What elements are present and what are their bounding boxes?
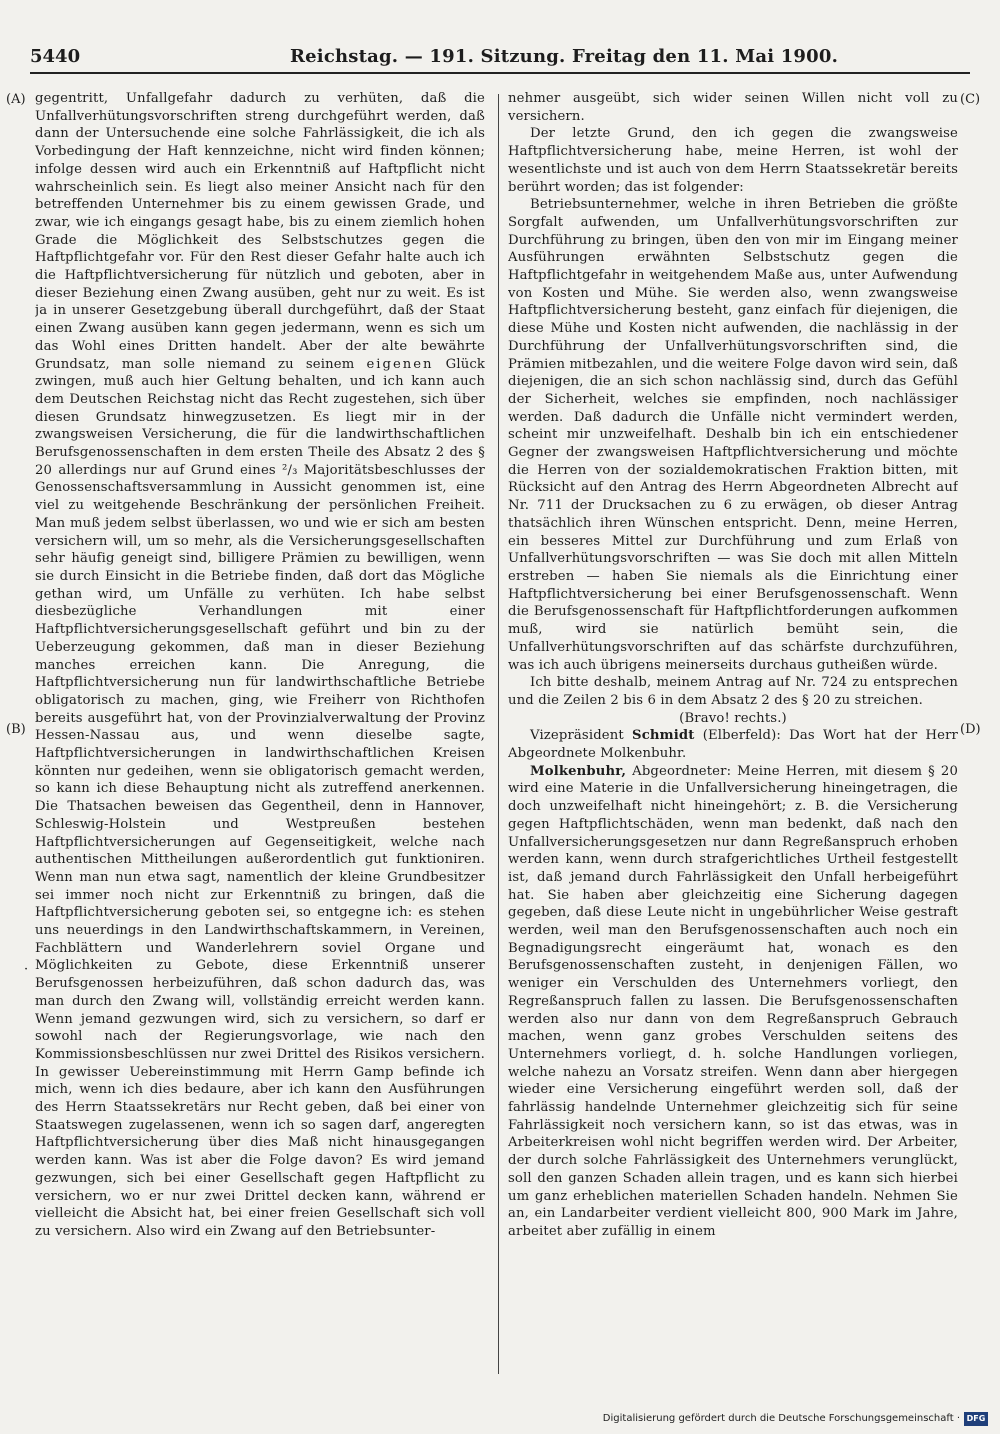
speaker-introduction [508, 727, 958, 762]
left-column [35, 90, 485, 1390]
right-paragraph-1: nehmer ausgeübt, sich wider seinen Willen nicht voll zu versichern. [508, 91, 958, 124]
running-title: Reichstag. — 191. Sitzung. Freitag den 11. Mai 1900. [290, 46, 839, 67]
funding-note: Digitalisierung gefördert durch die Deutsche Forschungsgemeinschaft · [602, 1413, 960, 1424]
margin-marker-b: (B) [6, 722, 26, 737]
page-header [30, 40, 970, 74]
speaker-introduction-text: (Elberfeld): Das Wort hat der Herr Abgeordnete Molkenbuhr. [508, 728, 958, 762]
margin-marker-a: (A) [6, 92, 26, 107]
left-text-part2: Glück zwingen, muß auch hier Geltung behalten, und ich kann auch dem Deutschen Reichstag nicht das Recht zugestehen, sich über diesen Grundsatz hinwegzusetzen. Es liegt mir in der zwangsweisen Versicherung, die für die landwirthschaftlichen Berufsgenossenschaften in dem ersten Theile des Absatz 2 des § 20 allerdings nur auf Grund eines ²/₃ Majoritätsbeschlusses der Genossenschaftsversammlung in Aussicht genommen ist, eine viel zu weitgehende Beschränkung der persönlichen Freiheit. Man muß jedem selbst überlassen, wo und wie er sich am besten versichern will, um so mehr, als die Versicherungsgesellschaften sehr häufig geneigt sind, billigere Prämien zu bewilligen, wenn sie durch Einsicht in die Betriebe finden, daß dort das Mögliche gethan wird, um Unfälle zu verhüten. Ich habe selbst diesbezügliche Verhandlungen mit einer Haftpflichtversicherungsgesellschaft geführt und bin zu der Ueberzeugung gekommen, daß man in dieser Beziehung manches erreichen kann. Die Anregung, die Haftpflichtversicherung nun für landwirthschaftliche Betriebe obligatorisch zu machen, ging, wie Freiherr von Richthofen bereits ausgeführt hat, von der Provinzialverwaltung der Provinz Hessen-Nassau aus, und wenn dieselbe sagte, Haftpflichtversicherungen in landwirthschaftlichen Kreisen könnten nur gedeihen, wenn sie obligatorisch gemacht werden, so kann ich diese Behauptung nicht als zutreffend anerkennen. Die Thatsachen beweisen das Gegentheil, denn in Hannover, Schleswig-Holstein und Westpreußen bestehen Haftpflichtversicherungen auf Gegenseitigkeit, welche nach authentischen Mittheilungen außerordentlich gut funktioniren. Wenn man nun etwa sagt, namentlich der kleine Grundbesitzer sei immer noch nicht zur Erkenntniß zu bringen, daß die Haftpflichtversicherung geboten sei, so entgegne ich: es stehen uns neuerdings in den Landwirthschaftskammern, in Vereinen, Fachblättern und Wanderlehrern soviel Organe und Möglichkeiten zu Gebote, diese Erkenntniß unserer Berufsgenossen herbeizuführen, daß schon dadurch das, was man durch den Zwang will, vollständig erreicht werden kann. Wenn jemand gezwungen wird, sich zu versichern, so darf er sowohl nach der Regierungsvorlage, wie nach den Kommissionsbeschlüssen nur zwei Drittel des Risikos versichern. In gewisser Uebereinstimmung mit Herrn Gamp befinde ich mich, wenn ich dies bedaure, aber ich kann den Ausführungen des Herrn Staatssekretärs nur Recht geben, daß bei einer von Staatswegen zugelassenen, wenn ich so sagen darf, angeregten Haftpflichtversicherung über dies Maß nicht hinausgegangen werden kann. Was ist aber die Folge davon? Es wird jemand gezwungen, sich bei einer Gesellschaft gegen Haftpflicht zu versichern, wo er nur zwei Drittel decken kann, während er vielleicht die Absicht hat, bei einer freien Gesellschaft sich voll zu versichern. Also wird ein Zwang auf den Betriebsunter- [35, 356, 485, 1239]
margin-marker-c: (C) [960, 92, 981, 107]
column-divider [498, 94, 499, 1374]
left-text-part1: gegentritt, Unfallgefahr dadurch zu verhüten, daß die Unfallverhütungsvorschriften streng durchgeführt werden, daß dann der Untersuchende eine solche Fahrlässigkeit, die ich als Vorbedingung der Haft kennzeichne, nicht wird finden können; infolge dessen wird auch ein Erkenntniß auf Haftpflicht nicht wahrscheinlich sein. Es liegt also meiner Ansicht nach für den betreffenden Unternehmer bis zu einem gewissen Grade, und zwar, wie ich eingangs gesagt habe, bis zu einem ziemlich hohen Grade die Möglichkeit des Selbstschutzes gegen die Haftpflichtgefahr vor. Für den Rest dieser Gefahr halte auch ich die Haftpflichtversicherung für nützlich und geboten, aber in dieser Beziehung einen Zwang ausüben, geht nur zu weit. Es ist ja in unserer Gesetzgebung überall durchgeführt, daß der Staat einen Zwang ausüben kann gegen jedermann, wenn es sich um das Wohl eines Dritten handelt. Aber der alte bewährte Grundsatz, man solle niemand zu seinem [35, 91, 485, 372]
speech-text: Abgeordneter: Meine Herren, mit diesem § 20 wird eine Materie in die Unfallversicherung hineingetragen, die doch unzweifelhaft nicht hineingehört; z. B. die Versicherung gegen Haftpflichtschäden, wenn man bedenkt, daß nach den Unfallversicherungsgesetzen nur dann Regreßanspruch erhoben werden kann, wenn durch strafgerichtliches Urtheil festgestellt ist, daß jemand durch Fahrlässigkeit den Unfall herbeigeführt hat. Sie haben aber gleichzeitig eine Sicherung dagegen gegeben, daß diese Leute nicht in ungebührlicher Weise gestraft werden, weil man den Berufsgenossenschaften auch noch ein Begnadigungsrecht eingeräumt hat, wonach es den Berufsgenossenschaften zusteht, in denjenigen Fällen, wo weniger ein Verschulden des Unternehmers vorliegt, den Regreßanspruch fallen zu lassen. Die Berufsgenossenschaften werden also nur dann von dem Regreßanspruch Gebrauch machen, wenn ganz grobes Verschulden seitens des Unternehmers vorliegt, d. h. solche Handlungen vorliegen, welche nahezu an Vorsatz streifen. Wenn dann aber hiergegen wieder eine Versicherung eingeführt werden soll, daß der fahrlässig handelnde Unternehmer gleichzeitig sich für seine Fahrlässigkeit noch versichern kann, so ist das etwas, was in Arbeiterkreisen wohl nicht begriffen werden wird. Der Arbeiter, der durch solche Fahrlässigkeit des Unternehmers verunglückt, soll den ganzen Schaden allein tragen, und es kann sich hierbei um ganz erheblichen materiellen Schaden handeln. Nehmen Sie an, ein Landarbeiter verdient vielleicht 800, 900 Mark im Jahre, arbeitet aber zufällig in einem [508, 763, 958, 1239]
emphasized-word: eigenen [366, 356, 434, 372]
right-paragraph-4: Ich bitte deshalb, meinem Antrag auf Nr. 724 zu entsprechen und die Zeilen 2 bis 6 in dem Absatz 2 des § 20 zu streichen. [508, 675, 958, 708]
speech-molkenbuhr [508, 763, 958, 1241]
page-number: 5440 [30, 46, 81, 67]
speaker-name-molkenbuhr: Molkenbuhr, [530, 763, 627, 779]
applause-note: (Bravo! rechts.) [679, 710, 787, 726]
margin-marker-d: (D) [960, 722, 981, 737]
vice-president-title: Vizepräsident [530, 728, 624, 744]
margin-marker-dot: · [24, 962, 29, 977]
right-column [508, 90, 958, 1390]
dfg-logo-icon: DFG [964, 1412, 988, 1426]
speaker-name-schmidt: Schmidt [632, 728, 695, 744]
digitization-footer [602, 1411, 990, 1429]
left-paragraph [35, 90, 485, 1241]
right-paragraph-2: Der letzte Grund, den ich gegen die zwangsweise Haftpflichtversicherung habe, meine Herren, ist wohl der wesentlichste und ist auch von dem Herrn Staatssekretär bereits berührt worden; das ist folgender: [508, 126, 958, 195]
right-paragraph-3: Betriebsunternehmer, welche in ihren Betrieben die größte Sorgfalt aufwenden, um Unfallverhütungsvorschriften zur Durchführung zu bringen, üben den von mir im Eingang meiner Ausführungen erwähnten Selbstschutz gegen die Haftpflichtgefahr in weitgehendem Maße aus, unter Aufwendung von Kosten und Mühe. Sie werden also, wenn zwangsweise Haftpflichtversicherung besteht, ganz einfach für diejenigen, die diese Mühe und Kosten nicht aufwenden, die nachlässig in der Durchführung der Unfallverhütungsvorschriften sind, die Prämien mitbezahlen, und die weitere Folge davon wird sein, daß diejenigen, die an sich schon nachlässig sind, durch das Gefühl der Sicherheit, welches sie empfinden, noch nachlässiger werden. Daß dadurch die Unfälle nicht vermindert werden, scheint mir unzweifelhaft. Deshalb bin ich ein entschiedener Gegner der zwangsweisen Haftpflichtversicherung und möchte die Herren von der sozialdemokratischen Fraktion bitten, mit Rücksicht auf den Antrag des Herrn Abgeordneten Albrecht auf Nr. 711 der Drucksachen zu 6 zu erwägen, ob dieser Antrag thatsächlich ihren Wünschen entspricht. Denn, meine Herren, ein besseres Mittel zur Durchführung und zum Erlaß von Unfallverhütungsvorschriften — was Sie doch mit allen Mitteln erstreben — haben Sie niemals als die Einrichtung einer Haftpflichtversicherung bei einer Berufsgenossenschaft. Wenn die Berufsgenossenschaft für Haftpflichtforderungen aufkommen muß, wird sie natürlich bemüht sein, die Unfallverhütungsvorschriften auf das schärfste durchzuführen, was ich auch übrigens meinerseits durchaus gutheißen würde. [508, 197, 958, 673]
